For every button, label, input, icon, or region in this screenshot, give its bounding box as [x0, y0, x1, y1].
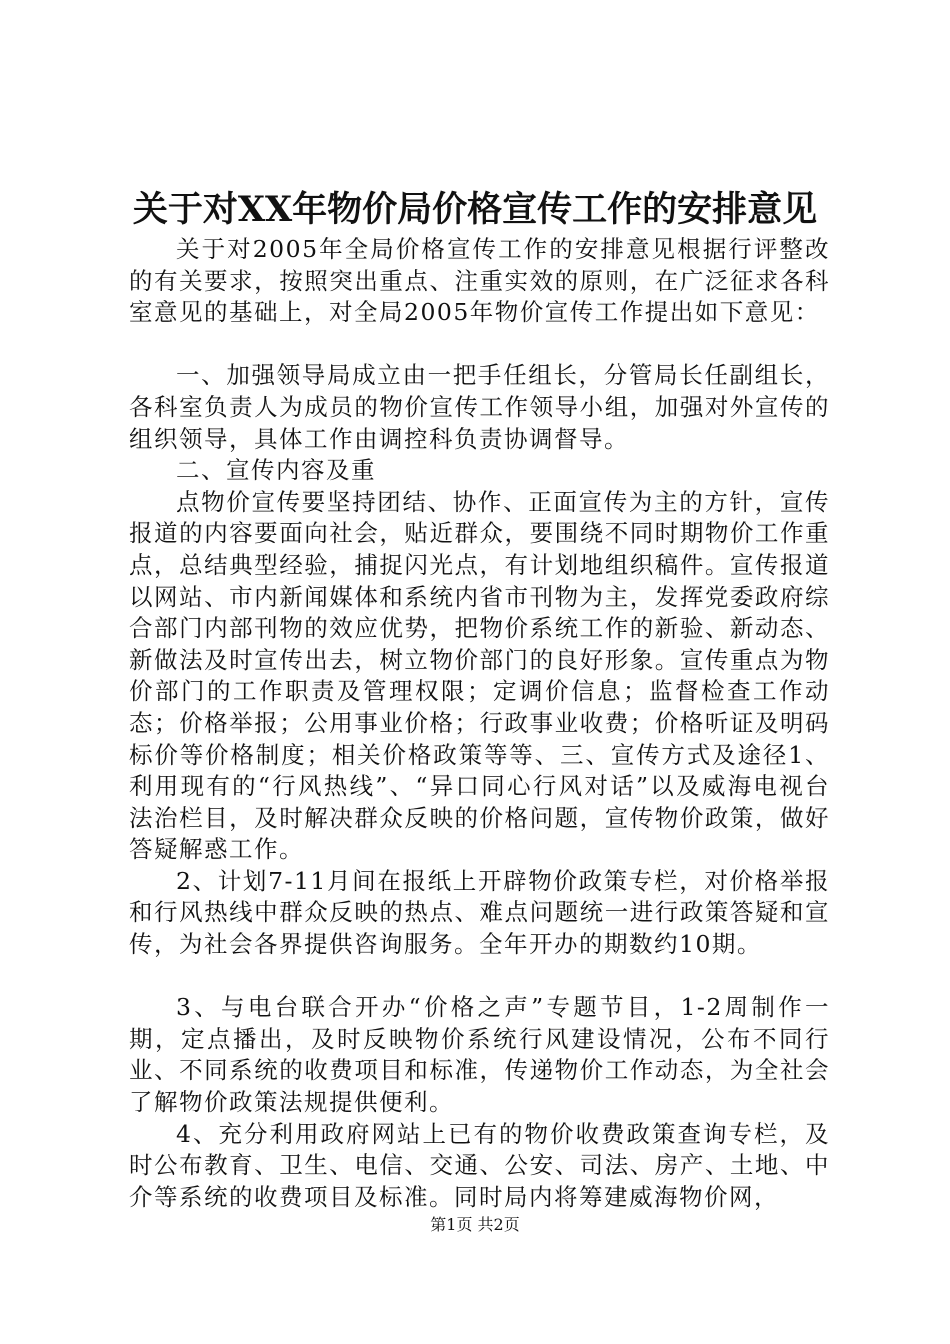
document-body: [129, 234, 830, 1213]
page-footer: 第1页 共2页: [430, 1215, 520, 1234]
paragraph-spacer: [129, 961, 830, 993]
paragraph-item-2: 2、计划7-11月间在报纸上开辟物价政策专栏，对价格举报和行风热线中群众反映的热点、难点问题统一进行政策答疑和宣传，为社会各界提供咨询服务。全年开办的期数约10期。: [129, 866, 830, 959]
document-title: 关于对XX年物价局价格宣传工作的安排意见: [132, 189, 818, 230]
paragraph-spacer: [129, 329, 830, 361]
paragraph-item-3: 3、与电台联合开办“价格之声”专题节目，1-2周制作一期，定点播出，及时反映物价系统行风建设情况，公布不同行业、不同系统的收费项目和标准，传递物价工作动态，为全社会了解物价政策法规提供便利。: [129, 993, 830, 1117]
paragraph-item-4: 4、充分利用政府网站上已有的物价收费政策查询专栏，及时公布教育、卫生、电信、交通、公安、司法、房产、土地、中介等系统的收费项目及标准。同时局内将筹建威海物价网，: [129, 1119, 830, 1211]
paragraph-leadership: 一、加强领导局成立由一把手任组长，分管局长任副组长，各科室负责人为成员的物价宣传工作领导小组，加强对外宣传的组织领导，具体工作由调控科负责协调督导。: [129, 361, 830, 453]
paragraph-content-heading: 二、宣传内容及重: [176, 456, 376, 485]
paragraph-content-body: 点物价宣传要坚持团结、协作、正面宣传为主的方针，宣传报道的内容要面向社会，贴近群众，要围绕不同时期物价工作重点，总结典型经验，捕捉闪光点，有计划地组织稿件。宣传报道以网站、市内新闻媒体和系统内省市刊物为主，发挥党委政府综合部门内部刊物的效应优势，把物价系统工作的新验、新动态、新做法及时宣传出去，树立物价部门的良好形象。宣传重点为物价部门的工作职责及管理权限；定调价信息；监督检查工作动态；价格举报；公用事业价格；行政事业收费；价格听证及明码标价等价格制度；相关价格政策等等、三、宣传方式及途径1、利用现有的“行风热线”、“异口同心行风对话”以及威海电视台法治栏目，及时解决群众反映的价格问题，宣传物价政策，做好答疑解惑工作。: [129, 487, 830, 864]
paragraph-intro: 关于对2005年全局价格宣传工作的安排意见根据行评整改的有关要求，按照突出重点、注重实效的原则，在广泛征求各科室意见的基础上，对全局2005年物价宣传工作提出如下意见：: [129, 235, 830, 327]
